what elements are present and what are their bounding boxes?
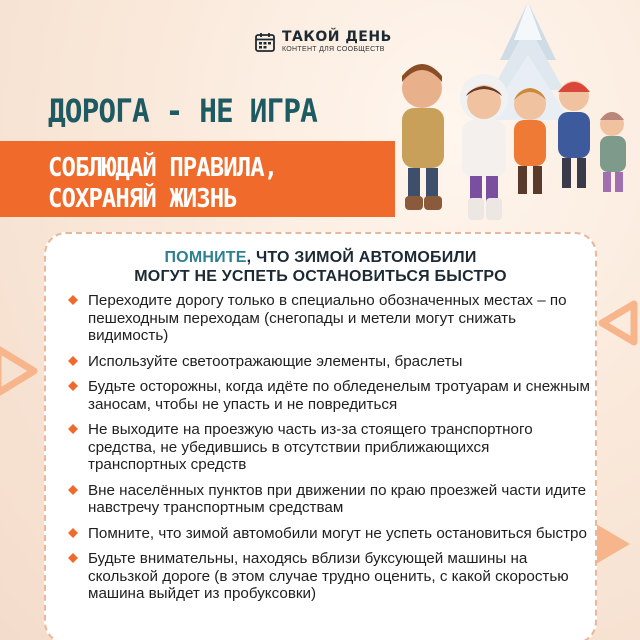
triangle-decor-right-top	[598, 300, 640, 346]
card-title	[46, 248, 595, 286]
calendar-icon	[254, 31, 276, 53]
list-item: Переходите дорогу только в специально обозначенных местах – по пешеходным переходам (снегопады и метели могут снижать видимость)	[66, 292, 591, 345]
brand-logo	[254, 30, 392, 54]
child-figure-5	[600, 112, 626, 192]
card-title-line-2: МОГУТ НЕ УСПЕТЬ ОСТАНОВИТЬСЯ БЫСТРО	[134, 268, 507, 285]
diamond-bullet-icon	[68, 381, 78, 391]
list-item: Будьте осторожны, когда идёте по обледенелым тротуарам и снежным заносам, чтобы не упасть и не повредиться	[66, 378, 591, 413]
diamond-bullet-icon	[68, 553, 78, 563]
child-figure-1	[402, 64, 444, 210]
children-illustration	[380, 0, 640, 240]
diamond-bullet-icon	[68, 356, 78, 366]
diamond-bullet-icon	[68, 485, 78, 495]
triangle-decor-left	[0, 345, 40, 397]
slogan-line-2: СОХРАНЯЙ ЖИЗНЬ	[48, 184, 237, 214]
child-figure-2	[460, 74, 508, 220]
brand-name: ТАКОЙ ДЕНЬ	[282, 29, 392, 45]
list-item: Помните, что зимой автомобили могут не успеть остановиться быстро	[66, 525, 591, 543]
list-item: Будьте внимательны, находясь вблизи буксующей машины на скользкой дороге (в этом случае трудно оценить, с какой скоростью машина выйдет из пробуксовки)	[66, 550, 591, 603]
list-item: Вне населённых пунктов при движении по краю проезжей части идите навстречу транспортным средствам	[66, 482, 591, 517]
list-item: Используйте светоотражающие элементы, браслеты	[66, 353, 591, 371]
card-title-rest: , ЧТО ЗИМОЙ АВТОМОБИЛИ	[246, 249, 477, 266]
card-title-highlight: ПОМНИТЕ	[164, 249, 247, 266]
rules-list	[66, 292, 591, 611]
brand-tagline: КОНТЕНТ ДЛЯ СООБЩЕСТВ	[282, 46, 385, 53]
diamond-bullet-icon	[68, 528, 78, 538]
list-item: Не выходите на проезжую часть из-за стоящего транспортного средства, не убедившись в отсутствии приближающихся транспортных средств	[66, 421, 591, 474]
rules-card	[44, 232, 597, 640]
child-figure-3	[514, 88, 546, 194]
page-title: ДОРОГА - НЕ ИГРА	[48, 92, 317, 130]
child-figure-4	[558, 81, 590, 188]
diamond-bullet-icon	[68, 295, 78, 305]
diamond-bullet-icon	[68, 424, 78, 434]
slogan-line-1: СОБЛЮДАЙ ПРАВИЛА,	[48, 153, 278, 183]
